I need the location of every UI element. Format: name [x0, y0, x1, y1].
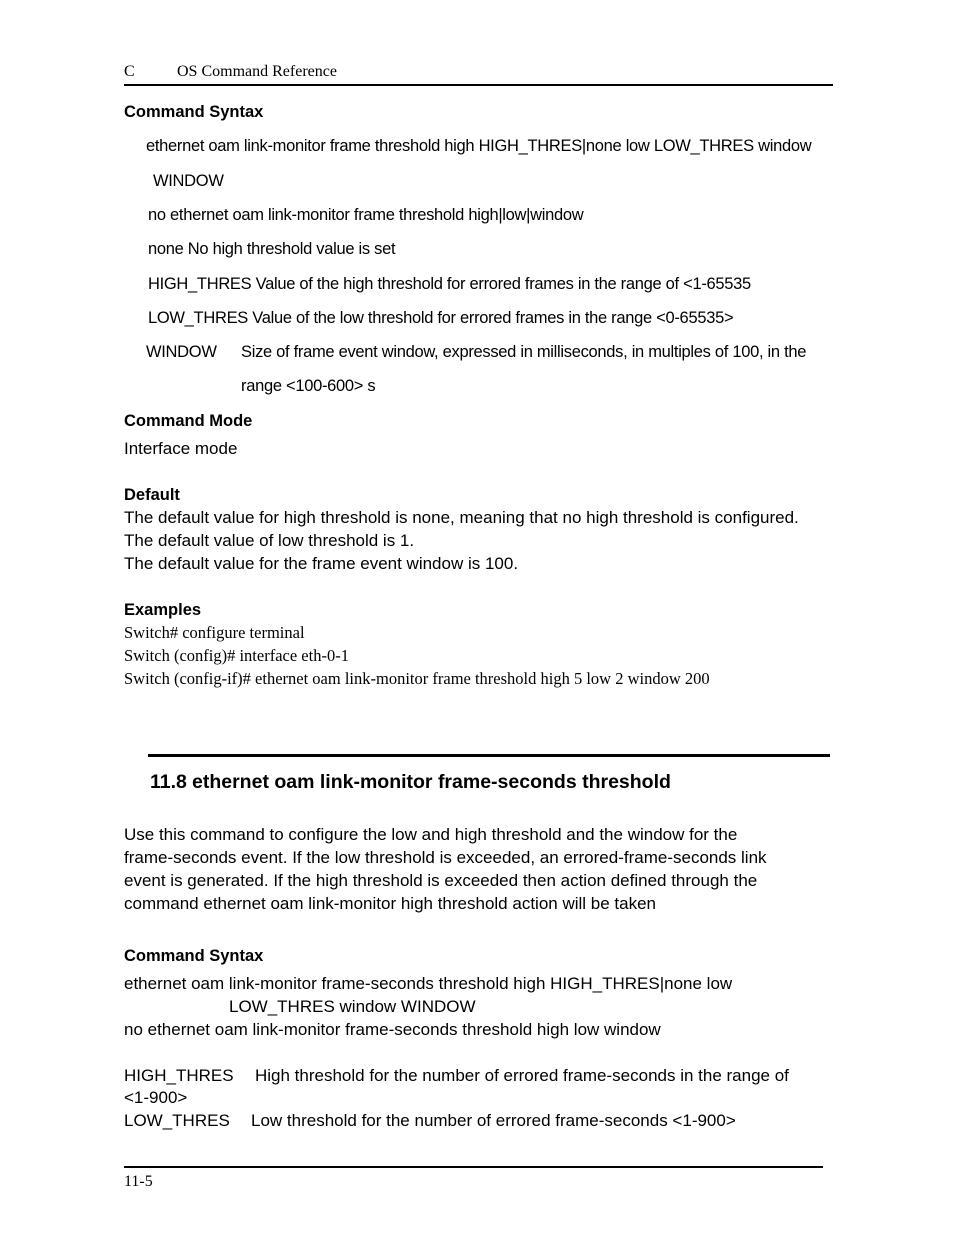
- param-window-name: WINDOW: [146, 343, 217, 361]
- syntax-line: ethernet oam link-monitor frame threshold high HIGH_THRES|none low LOW_THRES window: [146, 137, 812, 155]
- param-window-desc-continued: range <100-600> s: [241, 377, 376, 395]
- param-high-thres-name: HIGH_THRES: [124, 1066, 234, 1085]
- section-number: 11.8: [150, 771, 187, 793]
- intro-line: command ethernet oam link-monitor high threshold action will be taken: [124, 894, 656, 913]
- intro-line: event is generated. If the high threshold is exceeded then action defined through the: [124, 871, 758, 890]
- examples-heading: Examples: [124, 601, 202, 619]
- param-window-desc: Size of frame event window, expressed in milliseconds, in multiples of 100, in the: [241, 343, 807, 361]
- intro-line: frame-seconds event. If the low threshold is exceeded, an errored-frame-seconds link: [124, 848, 767, 867]
- header-chapter-letter: C: [124, 63, 135, 80]
- example-line: Switch (config-if)# ethernet oam link-monitor frame threshold high 5 low 2 window 200: [124, 669, 710, 688]
- intro-line: Use this command to configure the low and high threshold and the window for the: [124, 825, 738, 844]
- no-syntax-line: no ethernet oam link-monitor frame-seconds threshold high low window: [124, 1020, 661, 1039]
- example-line: Switch (config)# interface eth-0-1: [124, 646, 349, 665]
- syntax-heading: Command Syntax: [124, 103, 264, 121]
- param-low-thres-desc: Low threshold for the number of errored frame-seconds <1-900>: [251, 1111, 736, 1130]
- header-title: OS Command Reference: [177, 63, 337, 80]
- syntax-line-continued: LOW_THRES window WINDOW: [229, 997, 476, 1016]
- syntax-heading: Command Syntax: [124, 947, 264, 965]
- default-line: The default value of low threshold is 1.: [124, 531, 415, 550]
- section-rule: [148, 754, 830, 757]
- default-line: The default value for high threshold is none, meaning that no high threshold is configured.: [124, 508, 799, 527]
- no-syntax-line: no ethernet oam link-monitor frame threshold high|low|window: [148, 206, 584, 224]
- param-none: none No high threshold value is set: [148, 240, 396, 258]
- syntax-line: ethernet oam link-monitor frame-seconds threshold high HIGH_THRES|none low: [124, 974, 733, 993]
- mode-heading: Command Mode: [124, 412, 253, 430]
- footer-rule: [124, 1166, 823, 1168]
- example-line: Switch# configure terminal: [124, 623, 305, 642]
- page-number: 11-5: [124, 1173, 153, 1190]
- default-line: The default value for the frame event window is 100.: [124, 554, 519, 573]
- param-high-thres-range: <1-900>: [124, 1088, 188, 1107]
- param-low-thres: LOW_THRES Value of the low threshold for errored frames in the range <0-65535>: [148, 309, 734, 327]
- default-heading: Default: [124, 486, 180, 504]
- syntax-line-continued: WINDOW: [153, 172, 224, 190]
- param-high-thres-desc: High threshold for the number of errored frame-seconds in the range of: [255, 1066, 789, 1085]
- header-rule: [124, 84, 833, 86]
- section-title: ethernet oam link-monitor frame-seconds threshold: [192, 771, 671, 793]
- mode-text: Interface mode: [124, 439, 238, 458]
- param-high-thres: HIGH_THRES Value of the high threshold for errored frames in the range of <1-65535: [148, 275, 751, 293]
- param-low-thres-name: LOW_THRES: [124, 1111, 230, 1130]
